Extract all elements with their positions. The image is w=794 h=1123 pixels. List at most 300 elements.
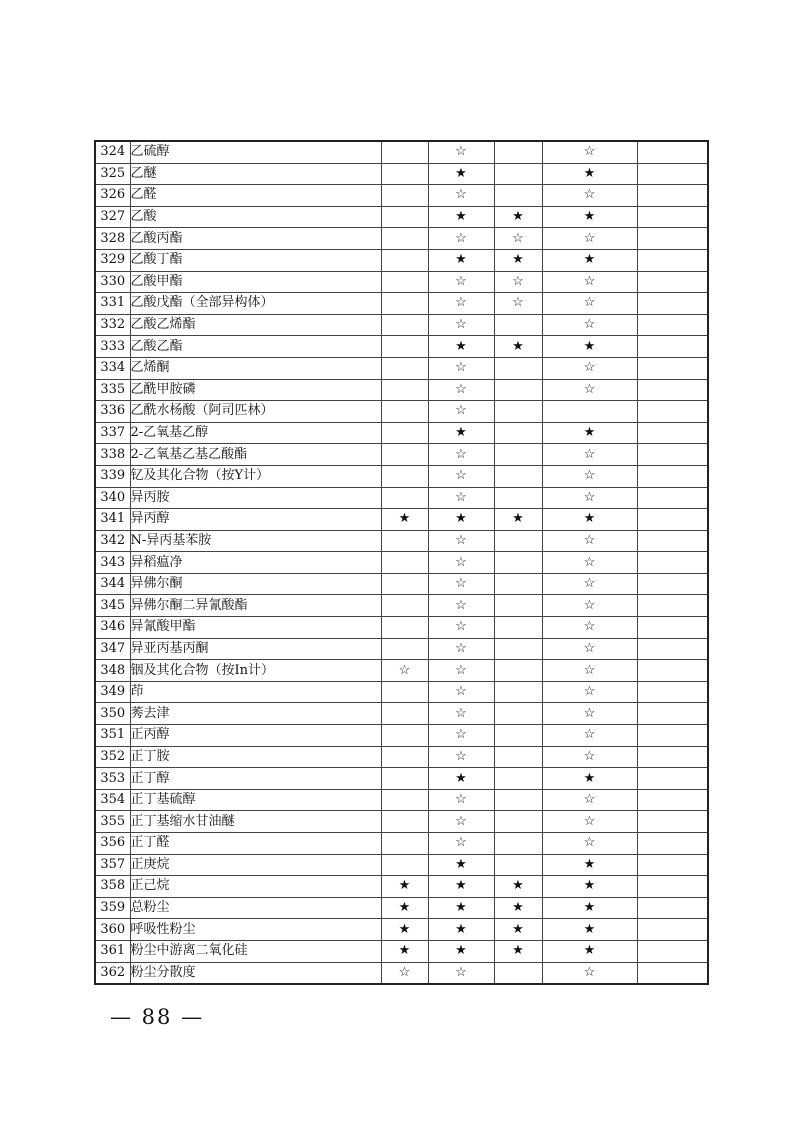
row-number: 325: [95, 163, 130, 185]
mark-col-4: ☆: [542, 595, 637, 617]
table-row: [95, 206, 708, 228]
mark-col-2: ★: [428, 897, 494, 919]
mark-col-4: ★: [542, 163, 637, 185]
row-number: 350: [95, 703, 130, 725]
mark-col-2: ☆: [428, 638, 494, 660]
mark-col-5: [637, 336, 708, 358]
row-number: 329: [95, 249, 130, 271]
mark-col-4: ☆: [542, 703, 637, 725]
mark-col-5: [637, 422, 708, 444]
mark-col-1: [381, 768, 428, 790]
mark-col-3: [494, 444, 542, 466]
substance-name: 正丁醛: [130, 833, 381, 855]
table-row: [95, 681, 708, 703]
row-number: 332: [95, 314, 130, 336]
mark-col-1: [381, 271, 428, 293]
mark-col-1: [381, 465, 428, 487]
row-number: 331: [95, 293, 130, 315]
mark-col-2: ☆: [428, 228, 494, 250]
substance-name: 正庚烷: [130, 854, 381, 876]
mark-col-3: [494, 746, 542, 768]
mark-col-5: [637, 962, 708, 984]
table-row: [95, 940, 708, 962]
substance-name: 乙酸乙烯酯: [130, 314, 381, 336]
row-number: 361: [95, 940, 130, 962]
mark-col-1: [381, 379, 428, 401]
mark-col-2: ☆: [428, 573, 494, 595]
mark-col-3: [494, 725, 542, 747]
row-number: 339: [95, 465, 130, 487]
mark-col-4: ☆: [542, 552, 637, 574]
mark-col-2: ☆: [428, 444, 494, 466]
mark-col-5: [637, 465, 708, 487]
table-row: [95, 509, 708, 531]
row-number: 340: [95, 487, 130, 509]
mark-col-3: [494, 163, 542, 185]
mark-col-5: [637, 876, 708, 898]
page-number: — 88 —: [110, 1005, 205, 1029]
substance-name: 异氰酸甲酯: [130, 617, 381, 639]
mark-col-5: [637, 746, 708, 768]
mark-col-2: ☆: [428, 271, 494, 293]
mark-col-1: ★: [381, 897, 428, 919]
row-number: 327: [95, 206, 130, 228]
mark-col-2: ★: [428, 876, 494, 898]
mark-col-3: ☆: [494, 293, 542, 315]
substance-name: 2-乙氧基乙醇: [130, 422, 381, 444]
table-row: [95, 401, 708, 423]
mark-col-5: [637, 703, 708, 725]
mark-col-3: [494, 185, 542, 207]
mark-col-2: ★: [428, 249, 494, 271]
mark-col-5: [637, 768, 708, 790]
mark-col-3: [494, 379, 542, 401]
substance-name: 乙酸: [130, 206, 381, 228]
substance-name: 乙醛: [130, 185, 381, 207]
row-number: 358: [95, 876, 130, 898]
mark-col-2: ★: [428, 854, 494, 876]
mark-col-5: [637, 811, 708, 833]
mark-col-2: ☆: [428, 530, 494, 552]
row-number: 356: [95, 833, 130, 855]
mark-col-3: [494, 595, 542, 617]
mark-col-4: ☆: [542, 465, 637, 487]
mark-col-3: ★: [494, 897, 542, 919]
mark-col-3: [494, 703, 542, 725]
mark-col-2: ☆: [428, 552, 494, 574]
mark-col-4: ★: [542, 249, 637, 271]
mark-col-3: [494, 811, 542, 833]
mark-col-4: ☆: [542, 293, 637, 315]
mark-col-5: [637, 552, 708, 574]
table-row: [95, 595, 708, 617]
mark-col-1: ★: [381, 919, 428, 941]
substance-name: 钇及其化合物（按Y计）: [130, 465, 381, 487]
row-number: 346: [95, 617, 130, 639]
mark-col-4: ★: [542, 422, 637, 444]
mark-col-1: [381, 638, 428, 660]
mark-col-5: [637, 314, 708, 336]
mark-col-5: [637, 401, 708, 423]
substance-name: 乙酰水杨酸（阿司匹林）: [130, 401, 381, 423]
mark-col-2: ☆: [428, 617, 494, 639]
mark-col-2: ☆: [428, 681, 494, 703]
mark-col-1: ★: [381, 940, 428, 962]
mark-col-2: ☆: [428, 746, 494, 768]
substance-name: 粉尘中游离二氧化硅: [130, 940, 381, 962]
table-row: [95, 703, 708, 725]
mark-col-5: [637, 833, 708, 855]
mark-col-1: [381, 595, 428, 617]
substance-name: 乙酸丁酯: [130, 249, 381, 271]
mark-col-2: ☆: [428, 487, 494, 509]
mark-col-2: ☆: [428, 725, 494, 747]
substance-name: N-异丙基苯胺: [130, 530, 381, 552]
mark-col-5: [637, 249, 708, 271]
table-row: [95, 660, 708, 682]
mark-col-5: [637, 725, 708, 747]
row-number: 360: [95, 919, 130, 941]
mark-col-2: ☆: [428, 833, 494, 855]
row-number: 326: [95, 185, 130, 207]
mark-col-4: ☆: [542, 379, 637, 401]
mark-col-5: [637, 638, 708, 660]
mark-col-5: [637, 163, 708, 185]
mark-col-3: ★: [494, 336, 542, 358]
substance-name: 异佛尔酮: [130, 573, 381, 595]
mark-col-2: ☆: [428, 185, 494, 207]
mark-col-4: ★: [542, 509, 637, 531]
mark-col-4: ★: [542, 919, 637, 941]
substance-name: 乙硫醇: [130, 141, 381, 163]
mark-col-2: ☆: [428, 401, 494, 423]
mark-col-4: ☆: [542, 314, 637, 336]
mark-col-4: ☆: [542, 962, 637, 984]
mark-col-4: ★: [542, 206, 637, 228]
mark-col-3: [494, 401, 542, 423]
mark-col-4: [542, 401, 637, 423]
mark-col-4: ★: [542, 854, 637, 876]
table-row: [95, 617, 708, 639]
substance-name: 莠去津: [130, 703, 381, 725]
row-number: 343: [95, 552, 130, 574]
mark-col-4: ☆: [542, 487, 637, 509]
table-row: [95, 228, 708, 250]
mark-col-3: [494, 768, 542, 790]
row-number: 347: [95, 638, 130, 660]
substance-name: 乙醚: [130, 163, 381, 185]
row-number: 362: [95, 962, 130, 984]
substance-name: 乙酸乙酯: [130, 336, 381, 358]
row-number: 354: [95, 789, 130, 811]
table-row: [95, 897, 708, 919]
substance-name: 异稻瘟净: [130, 552, 381, 574]
substance-name: 乙烯酮: [130, 357, 381, 379]
table-row: [95, 185, 708, 207]
table-row: [95, 379, 708, 401]
mark-col-3: [494, 487, 542, 509]
table-row: [95, 357, 708, 379]
row-number: 351: [95, 725, 130, 747]
mark-col-5: [637, 185, 708, 207]
table-row: [95, 336, 708, 358]
substance-table: [94, 140, 709, 985]
row-number: 337: [95, 422, 130, 444]
substance-name: 乙酰甲胺磷: [130, 379, 381, 401]
mark-col-4: ☆: [542, 357, 637, 379]
mark-col-1: [381, 444, 428, 466]
mark-col-5: [637, 530, 708, 552]
row-number: 345: [95, 595, 130, 617]
row-number: 353: [95, 768, 130, 790]
mark-col-2: ☆: [428, 379, 494, 401]
mark-col-4: ☆: [542, 811, 637, 833]
mark-col-1: ☆: [381, 962, 428, 984]
mark-col-1: [381, 833, 428, 855]
mark-col-3: ☆: [494, 271, 542, 293]
mark-col-2: ☆: [428, 141, 494, 163]
substance-name: 乙酸丙酯: [130, 228, 381, 250]
mark-col-2: ★: [428, 206, 494, 228]
substance-name: 2-乙氧基乙基乙酸酯: [130, 444, 381, 466]
mark-col-4: ☆: [542, 681, 637, 703]
mark-col-3: [494, 530, 542, 552]
table-row: [95, 444, 708, 466]
mark-col-3: [494, 573, 542, 595]
mark-col-1: [381, 293, 428, 315]
substance-name: 总粉尘: [130, 897, 381, 919]
mark-col-2: ☆: [428, 314, 494, 336]
mark-col-3: [494, 789, 542, 811]
row-number: 330: [95, 271, 130, 293]
table-row: [95, 919, 708, 941]
mark-col-4: ★: [542, 336, 637, 358]
mark-col-4: ☆: [542, 271, 637, 293]
substance-name: 正丁醇: [130, 768, 381, 790]
mark-col-5: [637, 206, 708, 228]
mark-col-2: ☆: [428, 789, 494, 811]
row-number: 342: [95, 530, 130, 552]
mark-col-5: [637, 487, 708, 509]
mark-col-3: [494, 638, 542, 660]
mark-col-3: ★: [494, 919, 542, 941]
mark-col-3: [494, 465, 542, 487]
substance-name: 乙酸甲酯: [130, 271, 381, 293]
substance-name: 茚: [130, 681, 381, 703]
mark-col-5: [637, 509, 708, 531]
table-row: [95, 725, 708, 747]
mark-col-2: ★: [428, 768, 494, 790]
row-number: 348: [95, 660, 130, 682]
mark-col-5: [637, 141, 708, 163]
mark-col-1: [381, 206, 428, 228]
mark-col-2: ☆: [428, 293, 494, 315]
row-number: 338: [95, 444, 130, 466]
row-number: 335: [95, 379, 130, 401]
table-row: [95, 552, 708, 574]
substance-name: 乙酸戊酯（全部异构体）: [130, 293, 381, 315]
mark-col-3: [494, 833, 542, 855]
row-number: 334: [95, 357, 130, 379]
mark-col-1: [381, 854, 428, 876]
substance-name: 正己烷: [130, 876, 381, 898]
mark-col-5: [637, 897, 708, 919]
mark-col-1: ★: [381, 509, 428, 531]
substance-name: 异丙胺: [130, 487, 381, 509]
table-row: [95, 746, 708, 768]
mark-col-5: [637, 681, 708, 703]
mark-col-5: [637, 854, 708, 876]
table-row: [95, 422, 708, 444]
mark-col-3: [494, 552, 542, 574]
mark-col-3: ★: [494, 206, 542, 228]
mark-col-2: ★: [428, 919, 494, 941]
mark-col-5: [637, 595, 708, 617]
mark-col-5: [637, 357, 708, 379]
mark-col-1: [381, 789, 428, 811]
mark-col-5: [637, 617, 708, 639]
mark-col-2: ★: [428, 336, 494, 358]
row-number: 336: [95, 401, 130, 423]
substance-name: 正丙醇: [130, 725, 381, 747]
mark-col-4: ☆: [542, 573, 637, 595]
mark-col-3: [494, 141, 542, 163]
mark-col-4: ☆: [542, 789, 637, 811]
substance-name: 铟及其化合物（按In计）: [130, 660, 381, 682]
row-number: 352: [95, 746, 130, 768]
mark-col-2: ★: [428, 940, 494, 962]
mark-col-2: ☆: [428, 465, 494, 487]
mark-col-1: [381, 401, 428, 423]
mark-col-4: ★: [542, 768, 637, 790]
substance-name: 正丁基缩水甘油醚: [130, 811, 381, 833]
table-row: [95, 163, 708, 185]
mark-col-3: ★: [494, 509, 542, 531]
mark-col-3: [494, 962, 542, 984]
mark-col-4: ☆: [542, 833, 637, 855]
mark-col-5: [637, 789, 708, 811]
row-number: 324: [95, 141, 130, 163]
mark-col-1: [381, 185, 428, 207]
mark-col-5: [637, 919, 708, 941]
mark-col-1: [381, 163, 428, 185]
row-number: 349: [95, 681, 130, 703]
table-body: [95, 141, 708, 984]
row-number: 328: [95, 228, 130, 250]
mark-col-1: [381, 617, 428, 639]
mark-col-4: ☆: [542, 638, 637, 660]
mark-col-1: [381, 314, 428, 336]
mark-col-2: ★: [428, 509, 494, 531]
mark-col-3: [494, 422, 542, 444]
mark-col-5: [637, 940, 708, 962]
mark-col-3: [494, 617, 542, 639]
mark-col-4: ☆: [542, 185, 637, 207]
row-number: 359: [95, 897, 130, 919]
substance-name: 异佛尔酮二异氰酸酯: [130, 595, 381, 617]
mark-col-2: ★: [428, 163, 494, 185]
mark-col-3: ★: [494, 876, 542, 898]
mark-col-1: [381, 487, 428, 509]
mark-col-4: ★: [542, 876, 637, 898]
mark-col-3: [494, 681, 542, 703]
mark-col-1: ★: [381, 876, 428, 898]
row-number: 344: [95, 573, 130, 595]
mark-col-1: [381, 228, 428, 250]
mark-col-3: ★: [494, 249, 542, 271]
table-row: [95, 962, 708, 984]
table-row: [95, 293, 708, 315]
table-row: [95, 141, 708, 163]
mark-col-5: [637, 293, 708, 315]
table-row: [95, 314, 708, 336]
mark-col-4: ☆: [542, 228, 637, 250]
mark-col-1: ☆: [381, 660, 428, 682]
substance-name: 正丁胺: [130, 746, 381, 768]
mark-col-5: [637, 379, 708, 401]
mark-col-2: ☆: [428, 962, 494, 984]
row-number: 333: [95, 336, 130, 358]
mark-col-1: [381, 530, 428, 552]
mark-col-1: [381, 811, 428, 833]
mark-col-4: ☆: [542, 141, 637, 163]
mark-col-1: [381, 336, 428, 358]
mark-col-1: [381, 573, 428, 595]
mark-col-5: [637, 271, 708, 293]
substance-name: 正丁基硫醇: [130, 789, 381, 811]
mark-col-1: [381, 746, 428, 768]
mark-col-4: ☆: [542, 725, 637, 747]
mark-col-4: ☆: [542, 660, 637, 682]
mark-col-3: ★: [494, 940, 542, 962]
mark-col-2: ☆: [428, 703, 494, 725]
table-row: [95, 573, 708, 595]
mark-col-4: ★: [542, 897, 637, 919]
mark-col-3: ☆: [494, 228, 542, 250]
table-row: [95, 530, 708, 552]
mark-col-2: ☆: [428, 811, 494, 833]
mark-col-3: [494, 854, 542, 876]
row-number: 355: [95, 811, 130, 833]
mark-col-1: [381, 249, 428, 271]
table-row: [95, 249, 708, 271]
mark-col-1: [381, 422, 428, 444]
mark-col-4: ★: [542, 940, 637, 962]
mark-col-1: [381, 681, 428, 703]
mark-col-1: [381, 703, 428, 725]
mark-col-1: [381, 725, 428, 747]
table-row: [95, 768, 708, 790]
mark-col-4: ☆: [542, 444, 637, 466]
substance-name: 异亚丙基丙酮: [130, 638, 381, 660]
table-row: [95, 638, 708, 660]
mark-col-4: ☆: [542, 530, 637, 552]
substance-name: 粉尘分散度: [130, 962, 381, 984]
mark-col-2: ☆: [428, 357, 494, 379]
table-row: [95, 876, 708, 898]
mark-col-3: [494, 314, 542, 336]
mark-col-5: [637, 444, 708, 466]
substance-name: 异丙醇: [130, 509, 381, 531]
mark-col-5: [637, 660, 708, 682]
substance-name: 呼吸性粉尘: [130, 919, 381, 941]
mark-col-5: [637, 228, 708, 250]
table-row: [95, 833, 708, 855]
row-number: 357: [95, 854, 130, 876]
mark-col-5: [637, 573, 708, 595]
mark-col-2: ★: [428, 422, 494, 444]
table-row: [95, 789, 708, 811]
